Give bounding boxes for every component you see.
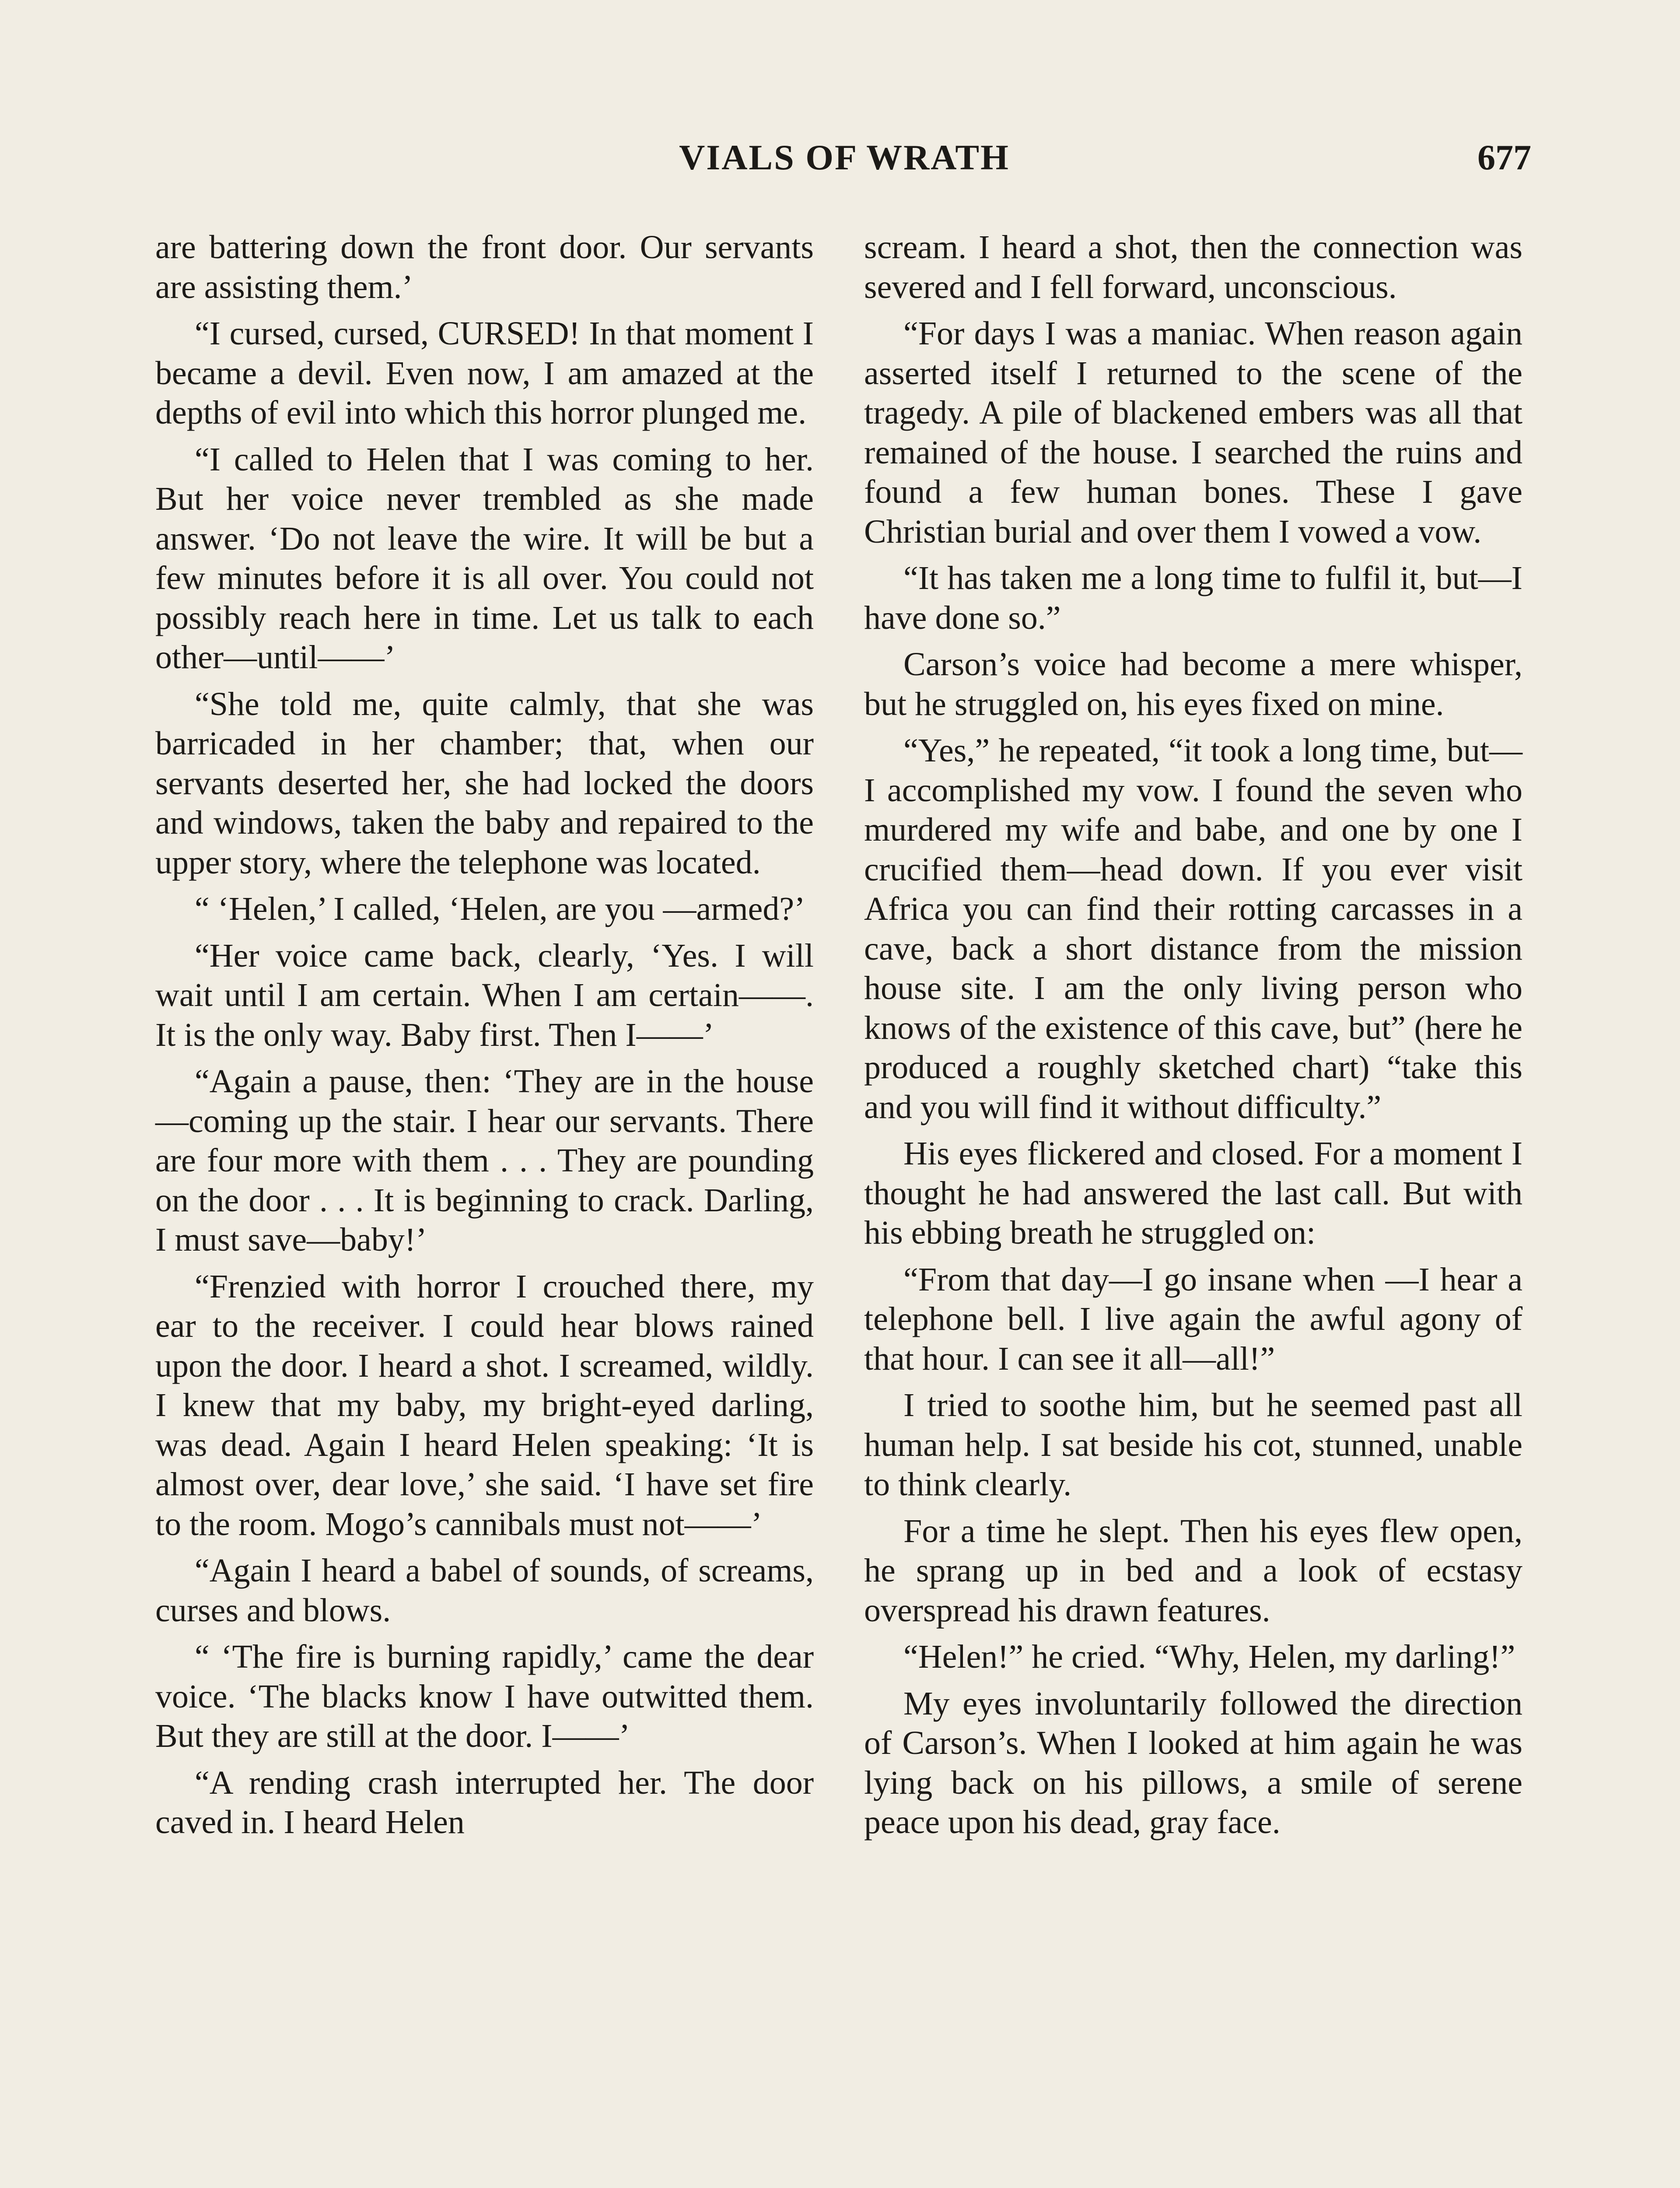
paragraph: “It has taken me a long time to fulfil it, but—I have done so.”: [864, 560, 1522, 636]
paragraph: “Her voice came back, clearly, ‘Yes. I will wait until I am certain. When I am certain——. It is the only way. Baby first. Then I——’: [155, 937, 814, 1053]
paragraph: “I called to Helen that I was coming to her. But her voice never trembled as she made answer. ‘Do not leave the wire. It will be but a few minutes before it is all over. You could not possibly reach here in time. Let us talk to each other—until——’: [155, 441, 814, 676]
paragraph: scream. I heard a shot, then the connection was severed and I fell forward, unconscious.: [864, 229, 1522, 305]
paragraph: “ ‘Helen,’ I called, ‘Helen, are you —armed?’: [195, 891, 805, 927]
right-column: [864, 228, 1522, 1849]
paragraph: “I cursed, cursed, CURSED! In that moment I became a devil. Even now, I am amazed at the depths of evil into which this horror plunged me.: [155, 315, 814, 431]
running-head: [158, 131, 1531, 184]
paragraph: “A rending crash interrupted her. The door caved in. I heard Helen: [155, 1764, 814, 1841]
paragraph: “ ‘The fire is burning rapidly,’ came the dear voice. ‘The blacks know I have outwitted them. But they are still at the door. I——’: [155, 1638, 814, 1754]
paragraph: “She told me, quite calmly, that she was barricaded in her chamber; that, when our servants deserted her, she had locked the doors and windows, taken the baby and repaired to the upper story, where the telephone was located.: [155, 685, 814, 881]
paragraph: For a time he slept. Then his eyes flew open, he sprang up in bed and a look of ecstasy overspread his drawn features.: [864, 1512, 1522, 1629]
paragraph: “From that day—I go insane when —I hear a telephone bell. I live again the awful agony of that hour. I can see it all—all!”: [864, 1261, 1522, 1377]
paragraph: I tried to soothe him, but he seemed past all human help. I sat beside his cot, stunned, unable to think clearly.: [864, 1387, 1522, 1503]
page-number: 677: [1477, 137, 1531, 177]
paragraph: “Yes,” he repeated, “it took a long time, but—I accomplished my vow. I found the seven who murdered my wife and babe, and one by one I crucified them—head down. If you ever visit Africa you can find their rotting carcasses in a cave, back a short distance from the mission house site. I am the only living person who knows of the existence of this cave, but” (here he produced a roughly sketched chart) “take this and you will find it without difficulty.”: [864, 732, 1522, 1126]
paragraph: My eyes involuntarily followed the direction of Carson’s. When I looked at him again he was lying back on his pillows, a smile of serene peace upon his dead, gray face.: [864, 1685, 1522, 1841]
running-title: VIALS OF WRATH: [679, 137, 1010, 177]
paragraph: “For days I was a maniac. When reason again asserted itself I returned to the scene of the tragedy. A pile of blackened embers was all that remained of the house. I searched the ruins and found a few human bones. These I gave Christian burial and over them I vowed a vow.: [864, 315, 1522, 550]
left-column: [155, 228, 814, 1849]
paragraph: His eyes flickered and closed. For a moment I thought he had answered the last call. But with his ebbing breath he struggled on:: [864, 1135, 1522, 1251]
paragraph: “Again a pause, then: ‘They are in the house—coming up the stair. I hear our servants. There are four more with them . . . They are pounding on the door . . . It is beginning to crack. Darling, I must save—baby!’: [155, 1063, 814, 1258]
paragraph: “Again I heard a babel of sounds, of screams, curses and blows.: [155, 1552, 814, 1629]
paragraph: are battering down the front door. Our servants are assisting them.’: [155, 229, 814, 305]
paragraph: “Helen!” he cried. “Why, Helen, my darling!”: [903, 1638, 1516, 1675]
paragraph: Carson’s voice had become a mere whisper, but he struggled on, his eyes fixed on mine.: [864, 646, 1522, 722]
paragraph: “Frenzied with horror I crouched there, my ear to the receiver. I could hear blows rained upon the door. I heard a shot. I screamed, wildly. I knew that my baby, my bright-eyed darling, was dead. Again I heard Helen speaking: ‘It is almost over, dear love,’ she said. ‘I have set fire to the room. Mogo’s cannibals must not——’: [155, 1268, 814, 1543]
